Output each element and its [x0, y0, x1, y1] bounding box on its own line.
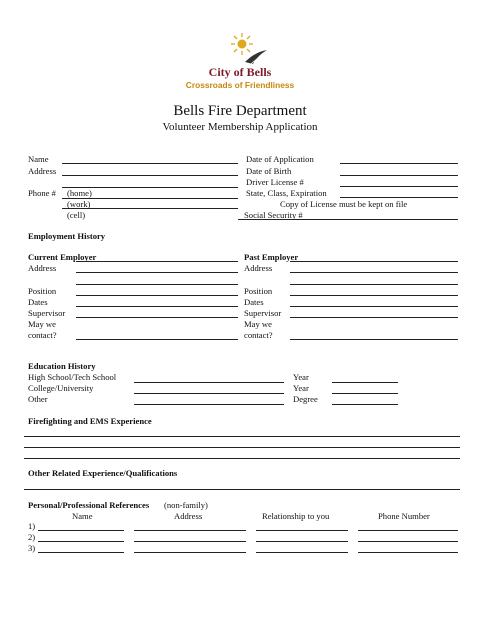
- degree-field[interactable]: [332, 404, 398, 405]
- ref-row-2-label: 2): [28, 532, 36, 542]
- logo-text: City of Bells: [208, 65, 272, 79]
- dl-field[interactable]: [340, 186, 458, 187]
- phone-work-field[interactable]: [62, 208, 238, 209]
- current-supervisor-field[interactable]: [76, 317, 238, 318]
- college-year-label: Year: [293, 383, 309, 393]
- name-label: Name: [28, 154, 49, 164]
- ref-2-name[interactable]: [38, 541, 124, 542]
- college-label: College/University: [28, 383, 94, 393]
- current-employer-label: Current Employer: [28, 252, 97, 262]
- current-employer-field[interactable]: [76, 261, 238, 262]
- other-exp-line[interactable]: [24, 489, 460, 490]
- ref-2-relationship[interactable]: [256, 541, 348, 542]
- past-address-field[interactable]: [290, 272, 458, 273]
- firefighting-line-2[interactable]: [24, 447, 460, 448]
- ref-3-phone[interactable]: [358, 552, 458, 553]
- current-address-field[interactable]: [76, 272, 238, 273]
- ref-2-address[interactable]: [134, 541, 246, 542]
- current-dates-label: Dates: [28, 297, 48, 307]
- past-supervisor-label: Supervisor: [244, 308, 282, 318]
- college-field[interactable]: [134, 393, 284, 394]
- current-supervisor-label: Supervisor: [28, 308, 66, 318]
- current-contact-field[interactable]: [76, 339, 238, 340]
- hs-label: High School/Tech School: [28, 372, 117, 382]
- name-field[interactable]: [62, 163, 238, 164]
- past-contact-label: contact?: [244, 330, 273, 340]
- ref-row-1-label: 1): [28, 521, 36, 531]
- ref-3-relationship[interactable]: [256, 552, 348, 553]
- past-supervisor-field[interactable]: [290, 317, 458, 318]
- past-dates-field[interactable]: [290, 306, 458, 307]
- other-exp-heading: Other Related Experience/Qualifications: [28, 468, 178, 478]
- references-note: (non-family): [164, 500, 208, 510]
- city-logo: [185, 30, 295, 92]
- address-field[interactable]: [62, 175, 238, 176]
- current-address-field-2[interactable]: [76, 284, 238, 285]
- past-employer-label: Past Employer: [244, 252, 299, 262]
- phone-label: Phone #: [28, 188, 56, 198]
- references-heading: Personal/Professional References: [28, 500, 150, 510]
- ref-2-phone[interactable]: [358, 541, 458, 542]
- ref-col-phone: Phone Number: [378, 511, 430, 521]
- past-position-field[interactable]: [290, 295, 458, 296]
- state-label: State, Class, Expiration: [246, 188, 327, 198]
- current-address-label: Address: [28, 263, 57, 273]
- other-label: Other: [28, 394, 48, 404]
- other-field[interactable]: [134, 404, 284, 405]
- date-app-field[interactable]: [340, 163, 458, 164]
- ref-3-address[interactable]: [134, 552, 246, 553]
- ref-1-relationship[interactable]: [256, 530, 348, 531]
- employment-heading: Employment History: [28, 231, 106, 241]
- state-field[interactable]: [340, 197, 458, 198]
- page-subtitle: Volunteer Membership Application: [162, 121, 318, 133]
- address-label: Address: [28, 166, 57, 176]
- phone-cell-label: (cell): [67, 210, 86, 220]
- dl-label: Driver License #: [246, 177, 304, 187]
- sun-road-icon: [195, 30, 285, 70]
- ref-col-name: Name: [72, 511, 93, 521]
- past-contact-field[interactable]: [290, 339, 458, 340]
- dob-label: Date of Birth: [246, 166, 292, 176]
- current-contact-label: contact?: [28, 330, 57, 340]
- ref-1-address[interactable]: [134, 530, 246, 531]
- logo-tagline: Crossroads of Friendliness: [185, 80, 295, 90]
- ref-col-relationship: Relationship to you: [262, 511, 330, 521]
- firefighting-heading: Firefighting and EMS Experience: [28, 416, 152, 426]
- past-position-label: Position: [244, 286, 273, 296]
- ref-1-name[interactable]: [38, 530, 124, 531]
- hs-field[interactable]: [134, 382, 284, 383]
- current-dates-field[interactable]: [76, 306, 238, 307]
- phone-work-label: (work): [67, 199, 91, 209]
- ssn-label: Social Security #: [244, 210, 303, 220]
- page-title: Bells Fire Department: [173, 103, 307, 119]
- copy-note: Copy of License must be kept on file: [280, 199, 408, 209]
- current-position-label: Position: [28, 286, 57, 296]
- dob-field[interactable]: [340, 175, 458, 176]
- current-maywe-label: May we: [28, 319, 56, 329]
- past-dates-label: Dates: [244, 297, 264, 307]
- degree-label: Degree: [293, 394, 318, 404]
- education-heading: Education History: [28, 361, 96, 371]
- past-address-field-2[interactable]: [290, 284, 458, 285]
- phone-home-label: (home): [67, 188, 92, 198]
- firefighting-line-3[interactable]: [24, 458, 460, 459]
- date-app-label: Date of Application: [246, 154, 314, 164]
- college-year-field[interactable]: [332, 393, 398, 394]
- past-address-label: Address: [244, 263, 273, 273]
- ref-row-3-label: 3): [28, 543, 36, 553]
- ref-col-address: Address: [174, 511, 203, 521]
- hs-year-label: Year: [293, 372, 309, 382]
- ref-1-phone[interactable]: [358, 530, 458, 531]
- ref-3-name[interactable]: [38, 552, 124, 553]
- current-position-field[interactable]: [76, 295, 238, 296]
- ssn-field[interactable]: [238, 219, 458, 220]
- hs-year-field[interactable]: [332, 382, 398, 383]
- past-maywe-label: May we: [244, 319, 272, 329]
- firefighting-line-1[interactable]: [24, 436, 460, 437]
- past-employer-field[interactable]: [290, 261, 458, 262]
